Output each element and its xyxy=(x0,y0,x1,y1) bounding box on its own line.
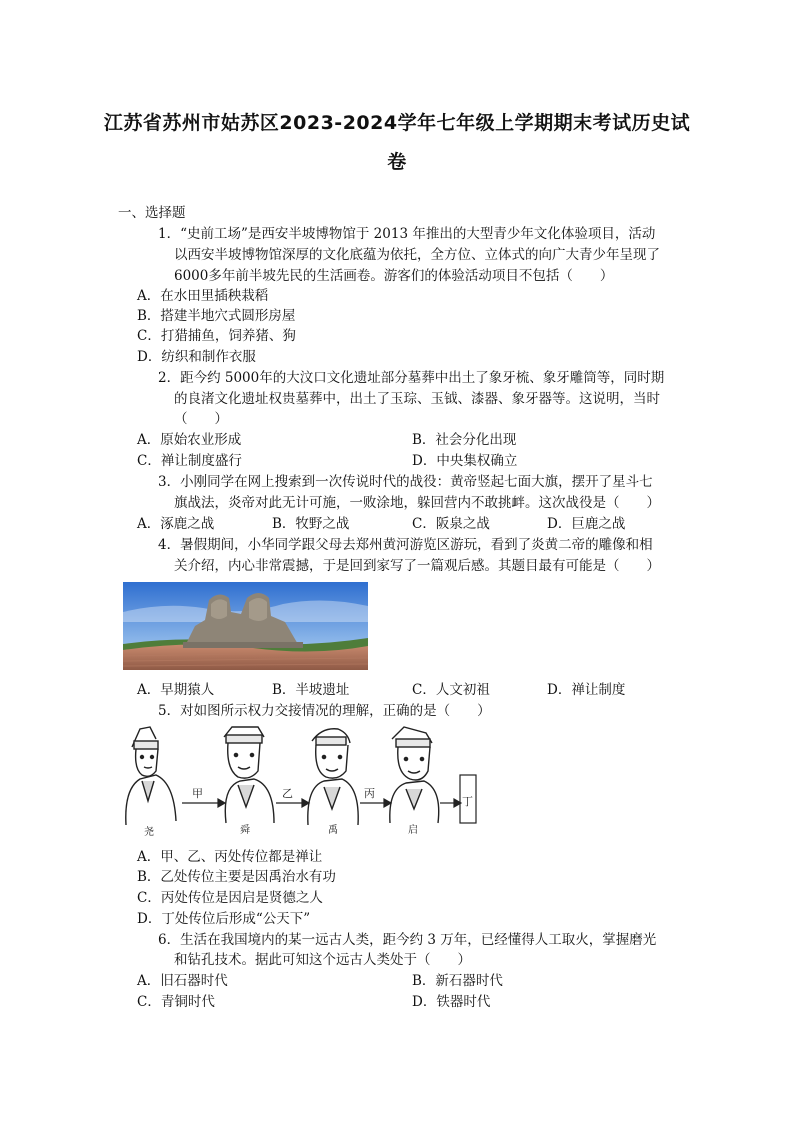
q4-option-d[interactable]: D．禅让制度 xyxy=(547,682,626,698)
q6-line1: 6．生活在我国境内的某一远古人类，距今约 3 万年，已经懂得人工取火，掌握磨光 xyxy=(158,932,657,948)
q2-line2: 的良渚文化遗址权贵墓葬中，出土了玉琮、玉钺、漆器、象牙器等。这说明，当时 xyxy=(174,391,660,407)
q5-option-c[interactable]: C．丙处传位是因启是贤德之人 xyxy=(137,890,323,906)
q4-option-b[interactable]: B．半坡遗址 xyxy=(272,682,350,698)
arrow-label-bing: 丙 xyxy=(364,787,375,800)
section-heading: 一、选择题 xyxy=(118,205,186,221)
figure-shun xyxy=(224,727,274,823)
figure-label-shun: 舜 xyxy=(240,825,250,836)
box-label-ding: 丁 xyxy=(462,795,473,808)
q1-option-b[interactable]: B．搭建半地穴式圆形房屋 xyxy=(137,308,296,324)
figure-yu xyxy=(308,729,358,825)
figure-yao xyxy=(126,727,176,825)
q3-option-c[interactable]: C．阪泉之战 xyxy=(412,516,490,532)
q2-option-a[interactable]: A．原始农业形成 xyxy=(137,432,242,448)
q1-option-d[interactable]: D．纺织和制作衣服 xyxy=(137,349,256,365)
figure-label-yu: 禹 xyxy=(328,825,338,836)
q1-option-c[interactable]: C．打猎捕鱼，饲养猪、狗 xyxy=(137,328,296,344)
q5-option-d[interactable]: D．丁处传位后形成“公天下” xyxy=(137,911,311,927)
arrow-label-yi: 乙 xyxy=(282,787,293,800)
q3-line1: 3．小刚同学在网上搜索到一次传说时代的战役：黄帝竖起七面大旗，摆开了星斗七 xyxy=(158,474,653,490)
figure-qi xyxy=(390,727,439,823)
q2-line3: （ ） xyxy=(174,411,228,427)
q5-option-a[interactable]: A．甲、乙、丙处传位都是禅让 xyxy=(137,849,323,865)
q2-line1: 2．距今约 5000年的大汶口文化遗址部分墓葬中出土了象牙梳、象牙雕筒等，同时期 xyxy=(158,370,665,386)
q4-option-c[interactable]: C．人文初祖 xyxy=(412,682,490,698)
figure-label-qi: 启 xyxy=(408,825,418,836)
page-title-line1: 江苏省苏州市姑苏区2023-2024学年七年级上学期期末考试历史试 xyxy=(103,112,691,134)
q4-option-a[interactable]: A．早期猿人 xyxy=(137,682,215,698)
q1-line2: 以西安半坡博物馆深厚的文化底蕴为依托，全方位、立体式的向广大青少年呈现了 xyxy=(174,247,660,263)
q4-line1: 4．暑假期间，小华同学跟父母去郑州黄河游览区游玩，看到了炎黄二帝的雕像和相 xyxy=(158,537,653,553)
q1-option-a[interactable]: A．在水田里插秧栽稻 xyxy=(137,288,269,304)
q2-option-d[interactable]: D．中央集权确立 xyxy=(412,453,518,469)
q6-option-c[interactable]: C．青铜时代 xyxy=(137,994,215,1010)
q6-option-d[interactable]: D．铁器时代 xyxy=(412,994,491,1010)
q3-option-d[interactable]: D．巨鹿之战 xyxy=(547,516,626,532)
q5-line1: 5．对如图所示权力交接情况的理解，正确的是（ ） xyxy=(158,703,491,719)
power-transfer-diagram xyxy=(122,725,478,837)
q1-line1: 1．“史前工场”是西安半坡博物馆于 2013 年推出的大型青少年文化体验项目，活动 xyxy=(158,226,656,242)
q3-line2: 旗战法，炎帝对此无计可施，一败涂地，躲回营内不敢挑衅。这次战役是（ ） xyxy=(174,495,660,511)
page-title-line2: 卷 xyxy=(387,151,407,173)
q2-option-b[interactable]: B．社会分化出现 xyxy=(412,432,517,448)
q3-option-a[interactable]: A．涿鹿之战 xyxy=(137,516,215,532)
q6-option-b[interactable]: B．新石器时代 xyxy=(412,973,503,989)
q6-line2: 和钻孔技术。据此可知这个远古人类处于（ ） xyxy=(174,952,471,968)
q3-option-b[interactable]: B．牧野之战 xyxy=(272,516,350,532)
figure-label-yao: 尧 xyxy=(144,827,154,837)
q1-line3: 6000多年前半坡先民的生活画卷。游客们的体验活动项目不包括（ ） xyxy=(174,268,614,284)
yan-huang-statue-photo xyxy=(123,582,368,670)
q2-option-c[interactable]: C．禅让制度盛行 xyxy=(137,453,242,469)
arrow-label-jia: 甲 xyxy=(192,787,203,800)
q5-option-b[interactable]: B．乙处传位主要是因禹治水有功 xyxy=(137,869,336,885)
q4-line2: 关介绍，内心非常震撼，于是回到家写了一篇观后感。其题目最有可能是（ ） xyxy=(174,558,660,574)
q6-option-a[interactable]: A．旧石器时代 xyxy=(137,973,228,989)
